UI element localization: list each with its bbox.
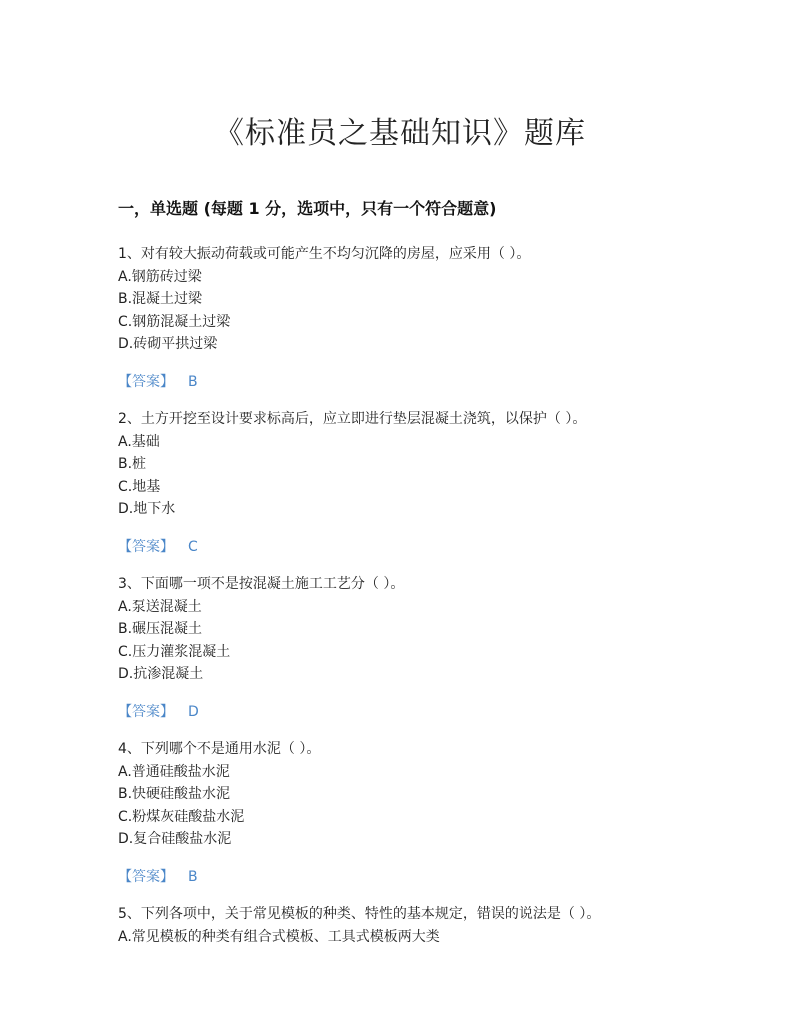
option-d: D.地下水 xyxy=(118,501,176,517)
option-a: A.泵送混凝土 xyxy=(118,598,202,615)
option-d: D.砖砌平拱过梁 xyxy=(118,336,218,352)
option-b: B.快硬硅酸盐水泥 xyxy=(118,786,231,802)
answer-value: C xyxy=(188,538,198,555)
question-list xyxy=(118,243,718,948)
option-a: A.常见模板的种类有组合式模板、工具式模板两大类 xyxy=(118,928,440,945)
option-b: B.桩 xyxy=(118,456,147,472)
option-b: B.混凝土过梁 xyxy=(118,291,203,307)
page-title: 《标准员之基础知识》题库 xyxy=(214,116,586,151)
option-b: B.碾压混凝土 xyxy=(118,621,203,637)
answer-value: B xyxy=(188,373,198,390)
option-a: A.基础 xyxy=(118,433,160,450)
question-4 xyxy=(118,738,718,888)
question-stem: 2、土方开挖至设计要求标高后，应立即进行垫层混凝土浇筑，以保护（ ）。 xyxy=(118,411,587,427)
option-a: A.钢筋砖过梁 xyxy=(118,268,202,285)
question-1 xyxy=(118,243,718,393)
answer-line xyxy=(118,701,718,724)
option-c: C.压力灌浆混凝土 xyxy=(118,643,231,660)
answer-line xyxy=(118,536,718,559)
answer-label: 【答案】 xyxy=(118,373,174,390)
option-c: C.粉煤灰硅酸盐水泥 xyxy=(118,808,245,825)
answer-line xyxy=(118,866,718,889)
question-stem: 5、下列各项中，关于常见模板的种类、特性的基本规定，错误的说法是（ ）。 xyxy=(118,906,601,922)
option-d: D.复合硅酸盐水泥 xyxy=(118,831,232,847)
option-a: A.普通硅酸盐水泥 xyxy=(118,763,230,780)
question-2 xyxy=(118,408,718,558)
question-stem: 1、对有较大振动荷载或可能产生不均匀沉降的房屋，应采用（ ）。 xyxy=(118,246,531,262)
option-d: D.抗渗混凝土 xyxy=(118,666,204,682)
answer-value: D xyxy=(188,703,199,720)
answer-label: 【答案】 xyxy=(118,868,174,885)
section-heading: 一，单选题 (每题 1 分，选项中，只有一个符合题意) xyxy=(118,199,497,218)
option-c: C.钢筋混凝土过梁 xyxy=(118,313,231,330)
answer-label: 【答案】 xyxy=(118,703,174,720)
question-5 xyxy=(118,903,718,948)
answer-label: 【答案】 xyxy=(118,538,174,555)
answer-line xyxy=(118,371,718,394)
answer-value: B xyxy=(188,868,198,885)
question-stem: 4、下列哪个不是通用水泥（ ）。 xyxy=(118,741,321,757)
question-stem: 3、下面哪一项不是按混凝土施工工艺分（ ）。 xyxy=(118,576,405,592)
question-3 xyxy=(118,573,718,723)
option-c: C.地基 xyxy=(118,478,161,495)
